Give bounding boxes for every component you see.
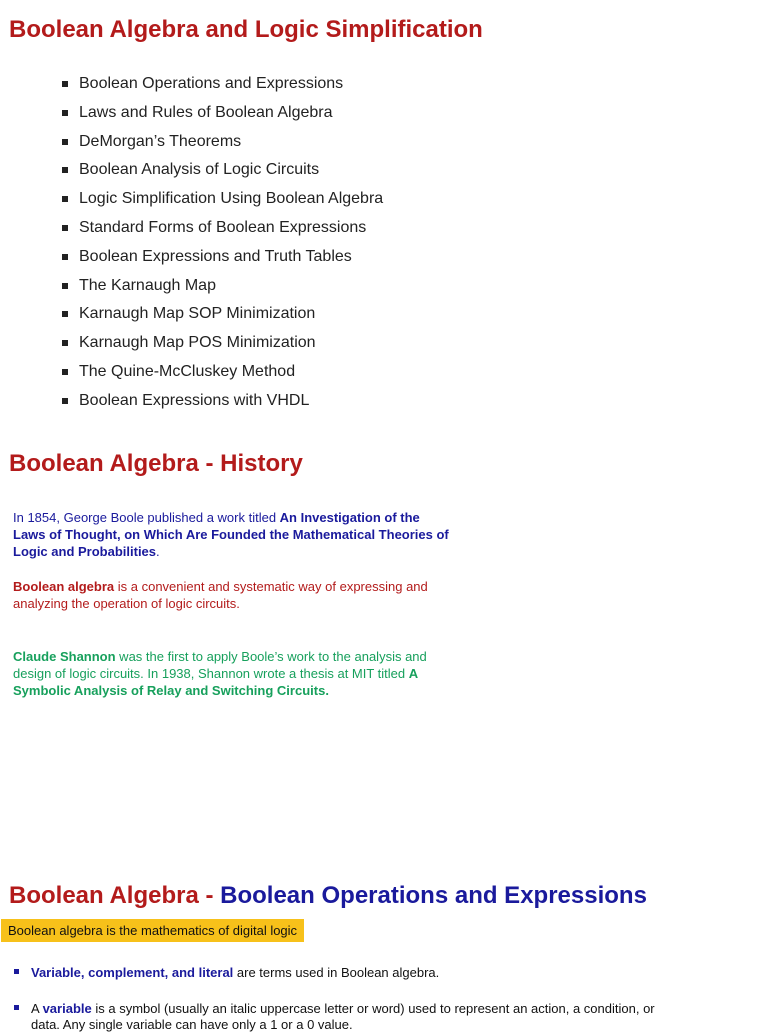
square-bullet-icon: [62, 81, 68, 87]
square-bullet-icon: [62, 398, 68, 404]
square-bullet-icon: [62, 340, 68, 346]
page-title: Boolean Algebra and Logic Simplification: [9, 16, 483, 43]
list-item: Standard Forms of Boolean Expressions: [62, 218, 383, 247]
square-bullet-icon: [62, 110, 68, 116]
square-bullet-icon: [62, 311, 68, 317]
history-paragraph-3: Claude Shannon was the first to apply Boole’s work to the analysis and design of logic circuits. In 1938, Shannon wrote a thesis at MIT titled A Symbolic Analysis of Relay and Switching Circuits.: [13, 649, 427, 698]
list-item: Variable, complement, and literal are terms used in Boolean algebra.: [14, 965, 439, 980]
square-bullet-icon: [62, 283, 68, 289]
history-paragraph-2: Boolean algebra is a convenient and systematic way of expressing and analyzing the operation of logic circuits.: [13, 579, 428, 611]
list-item-continuation: data. Any single variable can have only a 1 or a 0 value.: [31, 1017, 353, 1032]
square-bullet-icon: [62, 196, 68, 202]
square-bullet-icon: [14, 1005, 19, 1010]
list-item: Karnaugh Map SOP Minimization: [62, 304, 383, 333]
list-item: DeMorgan’s Theorems: [62, 132, 383, 161]
highlight-box: [1, 922, 304, 940]
highlight-text: Boolean algebra is the mathematics of digital logic: [1, 919, 304, 942]
list-item: Laws and Rules of Boolean Algebra: [62, 103, 383, 132]
list-item: A variable is a symbol (usually an italic uppercase letter or word) used to represent an action, a condition, or: [14, 1001, 655, 1016]
square-bullet-icon: [14, 969, 19, 974]
list-item: The Quine-McCluskey Method: [62, 362, 383, 391]
square-bullet-icon: [62, 167, 68, 173]
list-item: Karnaugh Map POS Minimization: [62, 333, 383, 362]
operations-heading: Boolean Algebra - Boolean Operations and Expressions: [9, 882, 647, 909]
list-item: The Karnaugh Map: [62, 276, 383, 305]
square-bullet-icon: [62, 254, 68, 260]
history-paragraph-1: In 1854, George Boole published a work titled An Investigation of the Laws of Thought, on Which Are Founded the Mathematical Theories of Logic and Probabilities.: [13, 510, 449, 559]
list-item: Boolean Expressions with VHDL: [62, 391, 383, 420]
topic-list: [62, 74, 383, 420]
list-item: Boolean Expressions and Truth Tables: [62, 247, 383, 276]
list-item: Boolean Operations and Expressions: [62, 74, 383, 103]
square-bullet-icon: [62, 225, 68, 231]
square-bullet-icon: [62, 139, 68, 145]
list-item: Logic Simplification Using Boolean Algebra: [62, 189, 383, 218]
list-item: Boolean Analysis of Logic Circuits: [62, 160, 383, 189]
square-bullet-icon: [62, 369, 68, 375]
history-heading: Boolean Algebra - History: [9, 450, 303, 477]
